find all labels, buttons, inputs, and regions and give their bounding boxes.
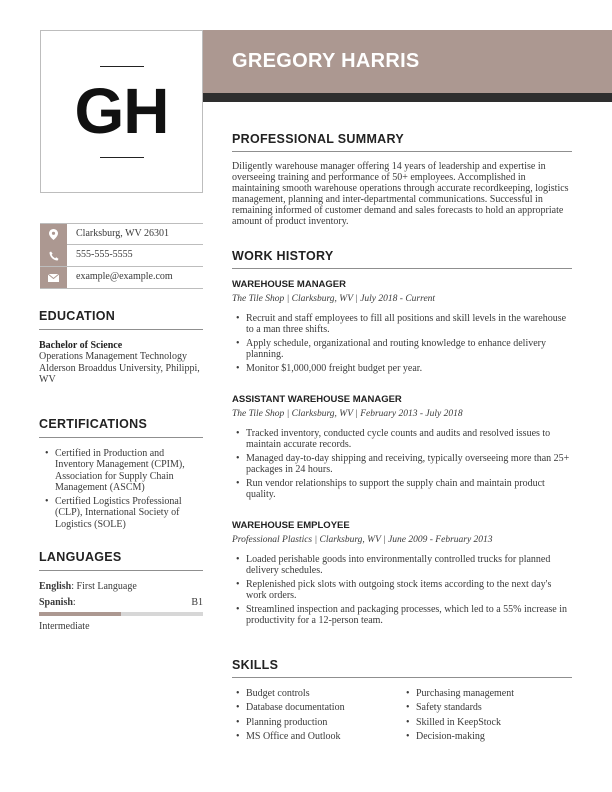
job-meta: The Tile Shop | Clarksburg, WV | July 2018 - Current	[232, 294, 436, 304]
skills-grid	[232, 688, 572, 746]
skills-heading: SKILLS	[232, 660, 572, 678]
language-spanish-proficiency-bar	[39, 612, 203, 616]
language-spanish	[39, 597, 203, 609]
skill-item: • MS Office and Outlook	[232, 731, 402, 742]
job-meta: Professional Plastics | Clarksburg, WV | June 2009 - February 2013	[232, 535, 493, 545]
job-bullet: • Managed day-to-day shipping and receiving, typically overseeing more than 25+ packages in 24 hours.	[232, 453, 572, 475]
skill-item: • Budget controls	[232, 688, 402, 699]
education-heading: EDUCATION	[39, 311, 203, 330]
location-pin-icon	[40, 224, 67, 245]
contact-email: example@example.com	[76, 271, 173, 282]
monogram-bottom-rule	[100, 157, 144, 158]
education-school: Alderson Broaddus University, Philippi, WV	[39, 362, 200, 385]
education-degree: Bachelor of Science	[39, 339, 123, 351]
skill-item: • Planning production	[232, 717, 402, 728]
language-spanish-code: B1	[191, 597, 203, 608]
monogram-top-rule	[100, 66, 144, 67]
work-history-heading: WORK HISTORY	[232, 251, 572, 269]
job-bullet: • Run vendor relationships to support the supply chain and maintain product quality.	[232, 478, 572, 500]
job-bullet: • Tracked inventory, conducted cycle counts and audits and resolved issues to maintain accurate records.	[232, 428, 572, 450]
language-spanish-proficiency-fill	[39, 612, 121, 616]
job-bullets	[232, 554, 572, 626]
job-entry	[232, 394, 572, 500]
certifications-heading: CERTIFICATIONS	[39, 419, 203, 438]
summary-text: Diligently warehouse manager offering 14 years of leadership and expertise in overseeing training and performance of 50+ employees. Accomplished in maintaining smooth warehouse operations through accurate recordkeeping, logistics management, planning and inter-departmental communications. Successful in remaining informed of customer demand and sales forecasts to hold an appropriate amount of product inventory.	[232, 161, 569, 227]
skill-item: • Decision-making	[402, 731, 572, 742]
education-section	[39, 311, 203, 386]
certifications-section	[39, 419, 203, 532]
contact-address-row	[40, 223, 203, 245]
language-spanish-name: Spanish	[39, 597, 73, 608]
skills-column-right	[402, 688, 572, 746]
job-title: WAREHOUSE EMPLOYEE	[232, 520, 350, 531]
work-history-section	[232, 251, 572, 629]
job-entry	[232, 520, 572, 626]
job-bullet: • Apply schedule, organizational and routing knowledge to enhance delivery planning.	[232, 338, 572, 360]
header-accent-bar	[203, 93, 612, 102]
candidate-name: GREGORY HARRIS	[232, 50, 420, 72]
language-spanish-level: Intermediate	[39, 620, 90, 632]
contact-block	[40, 223, 203, 289]
contact-phone: 555-555-5555	[76, 249, 133, 260]
language-english	[39, 581, 203, 593]
language-spanish-sep: :	[72, 597, 76, 608]
languages-section	[39, 552, 203, 632]
monogram: GH	[74, 75, 169, 147]
summary-section	[232, 134, 572, 227]
job-entry	[232, 279, 572, 374]
education-field: Operations Management Technology	[39, 351, 187, 362]
certification-item: • Certified Logistics Professional (CLP), International Society of Logistics (SOLE)	[39, 496, 203, 531]
monogram-box	[40, 30, 203, 193]
job-bullet: • Loaded perishable goods into environmentally controlled trucks for planned delivery schedules.	[232, 554, 572, 576]
certifications-list	[39, 448, 203, 531]
languages-heading: LANGUAGES	[39, 552, 203, 571]
language-english-level: : First Language	[71, 580, 137, 592]
phone-icon	[40, 245, 67, 266]
certification-item: • Certified in Production and Inventory Management (CPIM), Association for Supply Chain Management (ASCM)	[39, 448, 203, 494]
contact-address: Clarksburg, WV 26301	[76, 228, 170, 239]
job-bullet: • Streamlined inspection and packaging processes, which led to a 55% increase in productivity for a 12-person team.	[232, 604, 572, 626]
job-bullet: • Replenished pick slots with outgoing stock items according to the next day's work orders.	[232, 579, 572, 601]
name-banner	[203, 30, 612, 93]
summary-heading: PROFESSIONAL SUMMARY	[232, 134, 572, 152]
skills-column-left	[232, 688, 402, 746]
language-english-name: English	[39, 580, 72, 592]
job-title: WAREHOUSE MANAGER	[232, 279, 347, 290]
job-bullets	[232, 428, 572, 500]
skill-item: • Purchasing management	[402, 688, 572, 699]
job-bullets	[232, 313, 572, 374]
skill-item: • Database documentation	[232, 702, 402, 713]
contact-phone-row	[40, 245, 203, 267]
job-meta: The Tile Shop | Clarksburg, WV | February 2013 - July 2018	[232, 409, 463, 419]
job-bullet: • Monitor $1,000,000 freight budget per year.	[232, 363, 572, 374]
job-title: ASSISTANT WAREHOUSE MANAGER	[232, 394, 402, 405]
skills-section	[232, 660, 572, 746]
skill-item: • Skilled in KeepStock	[402, 717, 572, 728]
contact-email-row	[40, 267, 203, 289]
envelope-icon	[40, 267, 67, 288]
skill-item: • Safety standards	[402, 702, 572, 713]
job-bullet: • Recruit and staff employees to fill all positions and skill levels in the warehouse to a man three shifts.	[232, 313, 572, 335]
